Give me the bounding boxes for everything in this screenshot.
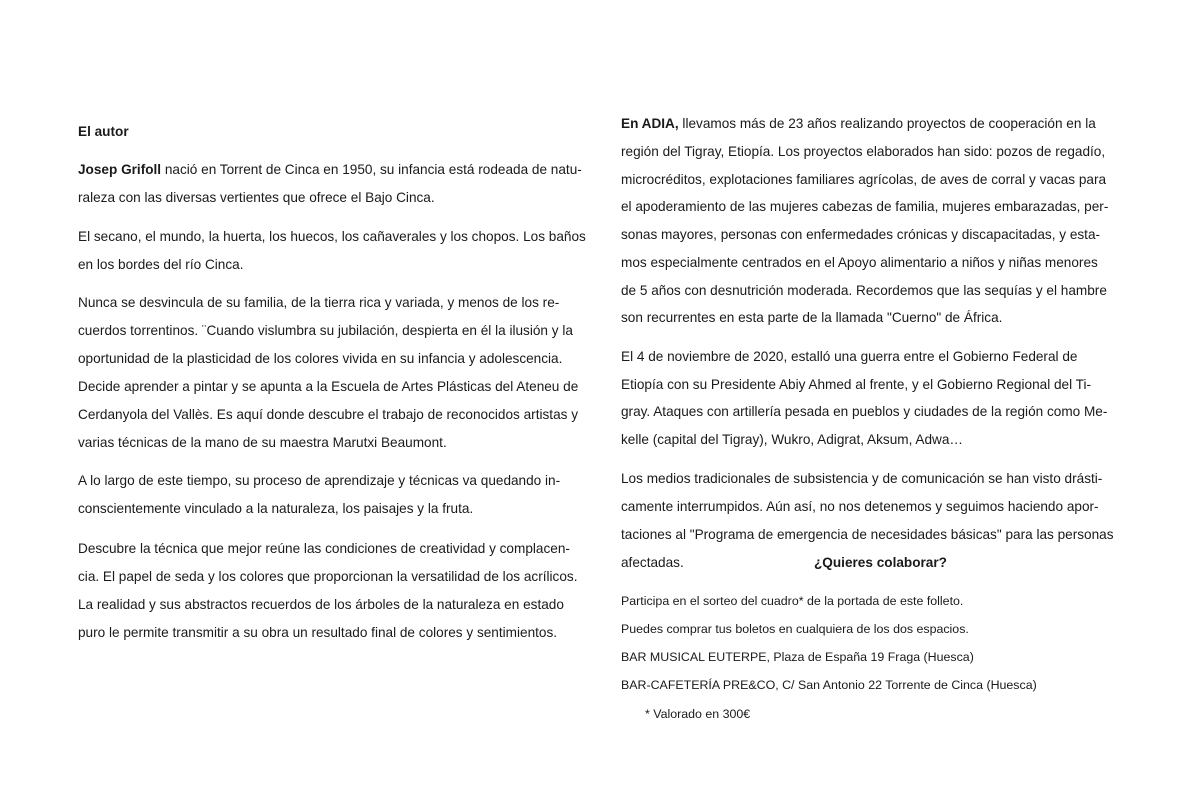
right-p1-line: mos especialmente centrados en el Apoyo alimentario a niños y niñas menores [621,255,1098,270]
right-p2-line: Etiopía con su Presidente Abiy Ahmed al frente, y el Gobierno Regional del Ti- [621,377,1092,392]
right-p3-line: Los medios tradicionales de subsistencia y de comunicación se han visto drásti- [621,471,1103,486]
right-p1-line: son recurrentes en esta parte de la llamada "Cuerno" de África. [621,310,1003,325]
right-p3-line: camente interrumpidos. Aún así, no nos detenemos y seguimos haciendo apor- [621,499,1099,514]
left-p3-line: cuerdos torrentinos. ¨Cuando vislumbra su jubilación, despierta en él la ilusión y la [78,323,573,338]
footnote: * Valorado en 300€ [645,707,751,721]
collaborate-heading: ¿Quieres colaborar? [814,555,947,570]
author-heading: El autor [78,124,129,139]
left-p3-line: Decide aprender a pintar y se apunta a la Escuela de Artes Plásticas del Ateneu de [78,379,579,394]
right-p1-line: región del Tigray, Etiopía. Los proyectos elaborados han sido: pozos de regadío, [621,144,1106,159]
right-p1-line: el apoderamiento de las mujeres cabezas de familia, mujeres embarazadas, per- [621,199,1109,214]
right-p2-line: gray. Ataques con artillería pesada en pueblos y ciudades de la región como Me- [621,404,1108,419]
left-p4-line: A lo largo de este tiempo, su proceso de aprendizaje y técnicas va quedando in- [78,473,561,488]
raffle-info-line: Participa en el sorteo del cuadro* de la portada de este folleto. [621,594,964,608]
venue-line: BAR-CAFETERÍA PRE&CO, C/ San Antonio 22 Torrente de Cinca (Huesca) [621,678,1037,692]
left-p5-line: puro le permite transmitir a su obra un resultado final de colores y sentimientos. [78,625,558,640]
left-p5-line: Descubre la técnica que mejor reúne las condiciones de creatividad y complacen- [78,541,570,556]
left-p5-line: La realidad y sus abstractos recuerdos de los árboles de la naturaleza en estado [78,597,564,612]
venue-line: BAR MUSICAL EUTERPE, Plaza de España 19 Fraga (Huesca) [621,650,974,664]
right-p1-line: sonas mayores, personas con enfermedades crónicas y discapacitadas, y esta- [621,227,1101,242]
raffle-info-line: Puedes comprar tus boletos en cualquiera de los dos espacios. [621,622,969,636]
right-p2-line: kelle (capital del Tigray), Wukro, Adigrat, Aksum, Adwa… [621,432,963,447]
left-p3-line: Nunca se desvincula de su familia, de la tierra rica y variada, y menos de los re- [78,295,560,310]
left-p1-line: raleza con las diversas vertientes que ofrece el Bajo Cinca. [78,190,435,205]
left-p3-line: Cerdanyola del Vallès. Es aquí donde descubre el trabajo de reconocidos artistas y [78,407,578,422]
left-p3-line: varias técnicas de la mano de su maestra Marutxi Beaumont. [78,435,447,450]
left-p2-line: El secano, el mundo, la huerta, los huecos, los cañaverales y los chopos. Los baños [78,229,586,244]
right-p3-line: taciones al "Programa de emergencia de necesidades básicas" para las personas [621,527,1114,542]
left-p3-line: oportunidad de la plasticidad de los colores vivida en su infancia y adolescencia. [78,351,563,366]
org-name: En ADIA, [621,116,679,131]
left-p4-line: conscientemente vinculado a la naturaleza, los paisajes y la fruta. [78,501,474,516]
left-p2-line: en los bordes del río Cinca. [78,257,244,272]
left-p5-line: cia. El papel de seda y los colores que proporcionan la versatilidad de los acrílicos. [78,569,578,584]
right-p3-line: afectadas. [621,555,684,570]
left-p1-line: Josep Grifoll nació en Torrent de Cinca en 1950, su infancia está rodeada de natu- [78,162,582,177]
right-p1-line: de 5 años con desnutrición moderada. Recordemos que las sequías y el hambre [621,283,1107,298]
right-p1-line: microcréditos, explotaciones familiares agrícolas, de aves de corral y vacas para [621,172,1107,187]
right-p2-line: El 4 de noviembre de 2020, estalló una guerra entre el Gobierno Federal de [621,349,1078,364]
author-name: Josep Grifoll [78,162,162,177]
right-p1-line: En ADIA, llevamos más de 23 años realizando proyectos de cooperación en la [621,116,1096,131]
